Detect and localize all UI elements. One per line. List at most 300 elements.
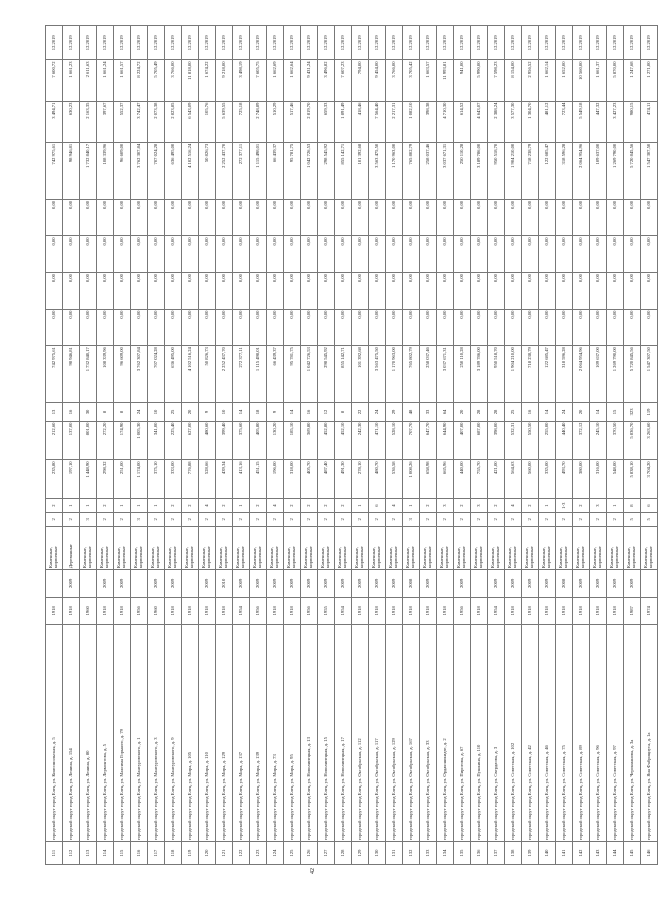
- cell-cost-federal: 0,00: [216, 309, 233, 346]
- cell-max-unit-cost: 1 661,23: [63, 60, 80, 101]
- cell-floors: 2: [63, 513, 80, 527]
- cell-cost-federal: 0,00: [352, 309, 369, 346]
- cell-year-commissioned: 2009: [607, 570, 624, 597]
- cell-year-commissioned: 2009: [420, 570, 437, 597]
- cell-cost-regional: 0,00: [80, 273, 97, 310]
- cell-unit-cost: 725,18: [233, 101, 250, 142]
- cell-cost-owners: 0,00: [471, 199, 488, 236]
- cell-cost-owners: 0,00: [148, 199, 165, 236]
- cell-max-unit-cost: 941,00: [454, 60, 471, 101]
- cell-address: городской округ город Елец, ул. Советская, д. 75: [556, 624, 573, 841]
- cell-floors: 2: [114, 513, 131, 527]
- cell-total-cost: 318 596,28: [556, 346, 573, 403]
- cell-cost-municipal: 0,00: [63, 236, 80, 273]
- cell-completion-date: 12.2019: [114, 26, 131, 60]
- cell-cost-regional: 0,00: [182, 273, 199, 310]
- cell-cost-regional: 0,00: [148, 273, 165, 310]
- cell-cost-municipal: 0,00: [233, 236, 250, 273]
- cell-max-unit-cost: 9 454,00: [369, 60, 386, 101]
- cell-entrances: 2: [97, 499, 114, 513]
- cell-total-area: 3 704,20: [641, 460, 658, 499]
- cell-wall-material: Каменные, кирпичные: [114, 526, 131, 569]
- cell-completion-date: 12.2019: [131, 26, 148, 60]
- cell-year-commissioned: 2009: [505, 570, 522, 597]
- cell-residents: 15: [607, 403, 624, 421]
- cell-completion-date: 12.2019: [454, 26, 471, 60]
- cell-residents: 29: [386, 403, 403, 421]
- cell-completion-date: 12.2019: [182, 26, 199, 60]
- cell-unit-cost: 2 819,70: [301, 101, 318, 142]
- cell-cost-municipal: 0,00: [624, 236, 641, 273]
- cell-cost-federal: 0,00: [488, 309, 505, 346]
- cell-cost-municipal: 0,00: [522, 236, 539, 273]
- cell-cost-owners: 0,00: [301, 199, 318, 236]
- cell-total-cost: 950 518,70: [488, 346, 505, 403]
- table-row: [182, 26, 199, 865]
- cell-owners-funds: 101 392,68: [352, 142, 369, 199]
- cell-wall-material: Каменные, кирпичные: [267, 526, 284, 569]
- cell-owners-funds: 1 547 307,50: [641, 142, 658, 199]
- cell-living-area: 550,50: [522, 421, 539, 460]
- table-row: [335, 26, 352, 865]
- table-row: [250, 26, 267, 865]
- cell-total-cost: 1 732 840,17: [80, 346, 97, 403]
- table-row: [505, 26, 522, 865]
- cell-owners-funds: 636 495,00: [165, 142, 182, 199]
- table-row: [318, 26, 335, 865]
- cell-year-commissioned: [182, 570, 199, 597]
- cell-floors: 2: [233, 513, 250, 527]
- cell-total-cost: 96 609,00: [114, 346, 131, 403]
- cell-max-unit-cost: 1 661,57: [114, 60, 131, 101]
- cell-year-built: 1918: [63, 597, 80, 624]
- cell-cost-regional: 0,00: [505, 273, 522, 310]
- cell-floors: 2: [97, 513, 114, 527]
- table-row: [199, 26, 216, 865]
- cell-max-unit-cost: 2 956,52: [522, 60, 539, 101]
- cell-owners-funds: 50 826,73: [199, 142, 216, 199]
- cell-year-built: 1960: [148, 597, 165, 624]
- cell-total-cost: 1 904 210,00: [505, 346, 522, 403]
- cell-cost-owners: 0,00: [131, 199, 148, 236]
- cell-wall-material: Каменные, кирпичные: [369, 526, 386, 569]
- cell-cost-regional: 0,00: [454, 273, 471, 310]
- cell-entrances: 2: [454, 499, 471, 513]
- cell-cost-regional: 0,00: [488, 273, 505, 310]
- table-row: [369, 26, 386, 865]
- cell-residents: 20: [182, 403, 199, 421]
- cell-owners-funds: 1 904 210,00: [505, 142, 522, 199]
- cell-completion-date: 12.2019: [488, 26, 505, 60]
- cell-completion-date: 12.2019: [624, 26, 641, 60]
- cell-address: городской округ город Елец, ул. Октябрьская, д. 33: [420, 624, 437, 841]
- cell-floors: 2: [471, 513, 488, 527]
- cell-max-unit-cost: 8 224,72: [131, 60, 148, 101]
- cell-entrances: 2: [318, 499, 335, 513]
- cell-entrances: 6: [369, 499, 386, 513]
- cell-completion-date: 12.2019: [369, 26, 386, 60]
- cell-entrances: 1: [539, 499, 556, 513]
- cell-unit-cost: 397,67: [97, 101, 114, 142]
- cell-year-built: 1918: [267, 597, 284, 624]
- cell-address: городской округ город Елец, ул. Пирогова, д. 67: [454, 624, 471, 841]
- cell-floors: 2: [505, 513, 522, 527]
- cell-floors: 2: [573, 513, 590, 527]
- cell-owners-funds: 1 042 726,53: [301, 142, 318, 199]
- cell-year-built: 1918: [97, 597, 114, 624]
- cell-cost-owners: 0,00: [454, 199, 471, 236]
- cell-cost-owners: 0,00: [284, 199, 301, 236]
- cell-address: городской округ город Елец, ул. Октябрьская, д. 167: [403, 624, 420, 841]
- cell-year-built: 1918: [369, 597, 386, 624]
- table-row: [607, 26, 624, 865]
- cell-total-cost: 95 781,75: [284, 346, 301, 403]
- cell-residents: 20: [454, 403, 471, 421]
- table-row: [403, 26, 420, 865]
- cell-owners-funds: 272 377,11: [233, 142, 250, 199]
- cell-entrances: 2: [335, 499, 352, 513]
- cell-completion-date: 12.2019: [505, 26, 522, 60]
- cell-living-area: 528,10: [386, 421, 403, 460]
- cell-address: городской округ город Елец, ул. Мира, д. 95: [284, 624, 301, 841]
- cell-address: городской округ город Елец, ул. Черокманова, д. 3а: [624, 624, 641, 841]
- cell-cost-municipal: 0,00: [284, 236, 301, 273]
- cell-cost-municipal: 0,00: [250, 236, 267, 273]
- cell-cost-regional: 0,00: [216, 273, 233, 310]
- cell-cost-federal: 0,00: [233, 309, 250, 346]
- cell-completion-date: 12.2019: [216, 26, 233, 60]
- cell-max-unit-cost: 5 990,00: [471, 60, 488, 101]
- cell-address: городской округ город Елец, ул. Орджоникидзе, д. 2: [437, 624, 454, 841]
- cell-cost-owners: 0,00: [437, 199, 454, 236]
- table-row: [573, 26, 590, 865]
- cell-cost-regional: 0,00: [46, 273, 63, 310]
- cell-year-built: 1974: [641, 597, 658, 624]
- cell-wall-material: Каменные, кирпичные: [131, 526, 148, 569]
- cell-wall-material: Каменные, кирпичные: [420, 526, 437, 569]
- cell-wall-material: Каменные, кирпичные: [182, 526, 199, 569]
- cell-entrances: 4: [267, 499, 284, 513]
- cell-year-commissioned: [471, 570, 488, 597]
- cell-total-area: 440,00: [454, 460, 471, 499]
- cell-living-area: 370,50: [607, 421, 624, 460]
- cell-owners-funds: 108 339,96: [97, 142, 114, 199]
- cell-cost-municipal: 0,00: [420, 236, 437, 273]
- cell-completion-date: 12.2019: [573, 26, 590, 60]
- cell-total-cost: 3 037 671,31: [437, 346, 454, 403]
- cell-total-area: 451,15: [250, 460, 267, 499]
- table-row: [148, 26, 165, 865]
- cell-total-area: 1 448,90: [80, 460, 97, 499]
- cell-cost-federal: 0,00: [539, 309, 556, 346]
- cell-floors: 5: [641, 513, 658, 527]
- cell-row-number: 111: [46, 842, 63, 865]
- cell-cost-federal: 0,00: [46, 309, 63, 346]
- cell-year-built: 1918: [522, 597, 539, 624]
- cell-cost-federal: 0,00: [267, 309, 284, 346]
- cell-total-cost: 1 547 307,50: [641, 346, 658, 403]
- cell-owners-funds: 3 189 786,00: [471, 142, 488, 199]
- cell-cost-municipal: 0,00: [182, 236, 199, 273]
- cell-cost-owners: 0,00: [403, 199, 420, 236]
- cell-unit-cost: 517,46: [284, 101, 301, 142]
- cell-max-unit-cost: 1 661,24: [97, 60, 114, 101]
- cell-cost-owners: 0,00: [216, 199, 233, 236]
- cell-completion-date: 12.2019: [165, 26, 182, 60]
- cell-year-built: 1918: [284, 597, 301, 624]
- cell-living-area: 185,10: [284, 421, 301, 460]
- cell-year-commissioned: 2009: [165, 570, 182, 597]
- cell-cost-regional: 0,00: [386, 273, 403, 310]
- cell-unit-cost: 6 543,09: [182, 101, 199, 142]
- cell-total-cost: 2 064 954,96: [573, 346, 590, 403]
- cell-residents: 119: [641, 403, 658, 421]
- cell-unit-cost: 3 577,30: [505, 101, 522, 142]
- table-row: [114, 26, 131, 865]
- cell-wall-material: Каменные, кирпичные: [522, 526, 539, 569]
- cell-living-area: 405,80: [250, 421, 267, 460]
- cell-residents: 28: [471, 403, 488, 421]
- cell-total-area: 318,00: [284, 460, 301, 499]
- cell-residents: 10: [148, 403, 165, 421]
- cell-owners-funds: 3 037 671,31: [437, 142, 454, 199]
- cell-address: городской округ город Елец, ул. Новолипецкая, д. 13: [301, 624, 318, 841]
- cell-wall-material: Каменные, кирпичные: [454, 526, 471, 569]
- cell-total-area: 439,34: [216, 460, 233, 499]
- table-row: [301, 26, 318, 865]
- cell-wall-material: Каменные, кирпичные: [607, 526, 624, 569]
- table-row: [539, 26, 556, 865]
- cell-total-area: 658,98: [420, 460, 437, 499]
- cell-owners-funds: 1 170 963,00: [386, 142, 403, 199]
- cell-max-unit-cost: 2 611,63: [80, 60, 97, 101]
- cell-cost-municipal: 0,00: [216, 236, 233, 273]
- cell-floors: 2: [335, 513, 352, 527]
- rotated-table-container: [45, 25, 653, 865]
- cell-total-cost: 855 142,71: [335, 346, 352, 403]
- cell-residents: 323: [624, 403, 641, 421]
- cell-cost-municipal: 0,00: [505, 236, 522, 273]
- cell-completion-date: 12.2019: [522, 26, 539, 60]
- cell-completion-date: 12.2019: [539, 26, 556, 60]
- cell-entrances: 8: [624, 499, 641, 513]
- cell-residents: 24: [556, 403, 573, 421]
- cell-year-commissioned: [46, 570, 63, 597]
- cell-year-built: 1956: [250, 597, 267, 624]
- cell-row-number: 145: [624, 842, 641, 865]
- cell-address: городской округ город Елец, ул. Свердлова, д. 3: [488, 624, 505, 841]
- cell-cost-municipal: 0,00: [318, 236, 335, 273]
- cell-total-area: 487,40: [318, 460, 335, 499]
- cell-unit-cost: 2 163,35: [80, 101, 97, 142]
- cell-address: городской округ город Елец, ул. Советская, д. 97: [607, 624, 624, 841]
- cell-owners-funds: 109 637,00: [590, 142, 607, 199]
- cell-address: городской округ город Елец, ул. Максима Горького, д. 79: [114, 624, 131, 841]
- table-row: [386, 26, 403, 865]
- cell-cost-federal: 0,00: [522, 309, 539, 346]
- cell-cost-owners: 0,00: [607, 199, 624, 236]
- cell-year-commissioned: 2009: [590, 570, 607, 597]
- cell-living-area: 5 836,70: [624, 421, 641, 460]
- cell-living-area: 212,60: [46, 421, 63, 460]
- cell-max-unit-cost: 7 600,72: [46, 60, 63, 101]
- cell-year-built: 1956: [131, 597, 148, 624]
- cell-owners-funds: 258 037,46: [420, 142, 437, 199]
- table-row: [284, 26, 301, 865]
- cell-row-number: 133: [420, 842, 437, 865]
- cell-total-area: 375,10: [148, 460, 165, 499]
- cell-cost-municipal: 0,00: [454, 236, 471, 273]
- cell-total-cost: 258 037,46: [420, 346, 437, 403]
- cell-row-number: 124: [267, 842, 284, 865]
- cell-row-number: 127: [318, 842, 335, 865]
- cell-living-area: 801,00: [80, 421, 97, 460]
- cell-unit-cost: 481,12: [539, 101, 556, 142]
- cell-completion-date: 12.2019: [80, 26, 97, 60]
- cell-year-commissioned: [641, 570, 658, 597]
- cell-floors: 2: [420, 513, 437, 527]
- cell-living-area: 687,00: [471, 421, 488, 460]
- cell-max-unit-cost: 5 870,00: [607, 60, 624, 101]
- cell-wall-material: Каменные, кирпичные: [624, 526, 641, 569]
- cell-cost-municipal: 0,00: [403, 236, 420, 273]
- table-row: [267, 26, 284, 865]
- cell-residents: 22: [352, 403, 369, 421]
- cell-total-area: 405,70: [301, 460, 318, 499]
- cell-address: городской округ город Елец, ул. Советская, д. 42: [522, 624, 539, 841]
- cell-unit-cost: 7 564,40: [369, 101, 386, 142]
- cell-living-area: 647,70: [420, 421, 437, 460]
- cell-living-area: 242,30: [352, 421, 369, 460]
- cell-year-built: 1956: [454, 597, 471, 624]
- cell-address: городской округ город Елец, ул. Мансуровского, д. 3: [148, 624, 165, 841]
- cell-total-cost: 2 252 437,70: [216, 346, 233, 403]
- cell-living-area: 137,00: [63, 421, 80, 460]
- cell-year-commissioned: 2009: [284, 570, 301, 597]
- cell-floors: 2: [267, 513, 284, 527]
- cell-living-area: 375,60: [233, 421, 250, 460]
- cell-residents: 30: [80, 403, 97, 421]
- cell-row-number: 132: [403, 842, 420, 865]
- cell-owners-funds: 66 439,37: [267, 142, 284, 199]
- cell-living-area: 452,80: [318, 421, 335, 460]
- cell-year-built: 1918: [556, 597, 573, 624]
- cell-total-area: 536,58: [386, 460, 403, 499]
- cell-row-number: 125: [284, 842, 301, 865]
- cell-total-area: 413,16: [233, 460, 250, 499]
- cell-cost-municipal: 0,00: [301, 236, 318, 273]
- cell-total-cost: 50 826,73: [199, 346, 216, 403]
- cell-total-cost: 1 170 963,00: [386, 346, 403, 403]
- cell-living-area: 407,00: [454, 421, 471, 460]
- cell-year-commissioned: [80, 570, 97, 597]
- cell-year-built: 1918: [114, 597, 131, 624]
- cell-year-commissioned: 2009: [267, 570, 284, 597]
- cell-year-built: 1954: [233, 597, 250, 624]
- cell-floors: 2: [199, 513, 216, 527]
- cell-year-built: 1918: [199, 597, 216, 624]
- cell-year-commissioned: 2009: [250, 570, 267, 597]
- cell-address: городской округ город Елец, ул. Мира, д. 129: [216, 624, 233, 841]
- cell-completion-date: 12.2019: [267, 26, 284, 60]
- cell-entrances: 1-3: [556, 499, 573, 513]
- cell-wall-material: Каменные, кирпичные: [148, 526, 165, 569]
- cell-cost-owners: 0,00: [46, 199, 63, 236]
- cell-completion-date: 12.2019: [556, 26, 573, 60]
- cell-unit-cost: 418,46: [352, 101, 369, 142]
- cell-address: городской округ город Елец, ул. Мира, д. 137: [233, 624, 250, 841]
- table-row: [590, 26, 607, 865]
- cell-total-area: 493,70: [556, 460, 573, 499]
- cell-residents: 10: [216, 403, 233, 421]
- cell-completion-date: 12.2019: [420, 26, 437, 60]
- cell-cost-federal: 0,00: [369, 309, 386, 346]
- cell-cost-municipal: 0,00: [352, 236, 369, 273]
- cell-cost-regional: 0,00: [63, 273, 80, 310]
- cell-completion-date: 12.2019: [318, 26, 335, 60]
- cell-completion-date: 12.2019: [403, 26, 420, 60]
- cell-cost-municipal: 0,00: [46, 236, 63, 273]
- cell-total-cost: 3 189 786,00: [471, 346, 488, 403]
- cell-unit-cost: 3 427,23: [607, 101, 624, 142]
- cell-total-cost: 109 637,00: [590, 346, 607, 403]
- cell-floors: 2: [488, 513, 505, 527]
- cell-max-unit-cost: 1 674,22: [199, 60, 216, 101]
- cell-year-commissioned: 2009: [301, 570, 318, 597]
- cell-year-commissioned: 2009: [386, 570, 403, 597]
- cell-total-cost: 1 269 790,00: [607, 346, 624, 403]
- cell-row-number: 142: [573, 842, 590, 865]
- cell-cost-owners: 0,00: [641, 199, 658, 236]
- cell-entrances: 1: [148, 499, 165, 513]
- cell-floors: 2: [182, 513, 199, 527]
- cell-cost-municipal: 0,00: [199, 236, 216, 273]
- table-row: [420, 26, 437, 865]
- cell-unit-cost: 398,38: [420, 101, 437, 142]
- cell-residents: 14: [590, 403, 607, 421]
- cell-row-number: 146: [641, 842, 658, 865]
- cell-living-area: 644,90: [437, 421, 454, 460]
- cell-entrances: 2: [216, 499, 233, 513]
- cell-cost-regional: 0,00: [284, 273, 301, 310]
- cell-cost-owners: 0,00: [573, 199, 590, 236]
- cell-year-commissioned: [131, 570, 148, 597]
- cell-cost-regional: 0,00: [131, 273, 148, 310]
- cell-living-area: 225,40: [165, 421, 182, 460]
- cell-row-number: 114: [97, 842, 114, 865]
- cell-cost-federal: 0,00: [97, 309, 114, 346]
- cell-total-cost: 108 339,96: [97, 346, 114, 403]
- cell-completion-date: 12.2019: [97, 26, 114, 60]
- table-row: [454, 26, 471, 865]
- table-row: [556, 26, 573, 865]
- cell-unit-cost: 659,33: [318, 101, 335, 142]
- cell-max-unit-cost: 1 661,37: [590, 60, 607, 101]
- cell-row-number: 112: [63, 842, 80, 865]
- cell-cost-owners: 0,00: [80, 199, 97, 236]
- cell-wall-material: Каменные, кирпичные: [46, 526, 63, 569]
- cell-wall-material: Каменные, кирпичные: [199, 526, 216, 569]
- cell-unit-cost: 5 549,18: [573, 101, 590, 142]
- cell-cost-owners: 0,00: [318, 199, 335, 236]
- cell-entrances: 1: [352, 499, 369, 513]
- cell-entrances: 2: [46, 499, 63, 513]
- cell-unit-cost: 447,32: [590, 101, 607, 142]
- cell-row-number: 137: [488, 842, 505, 865]
- cell-total-area: 548,00: [607, 460, 624, 499]
- cell-cost-owners: 0,00: [250, 199, 267, 236]
- cell-floors: 2: [522, 513, 539, 527]
